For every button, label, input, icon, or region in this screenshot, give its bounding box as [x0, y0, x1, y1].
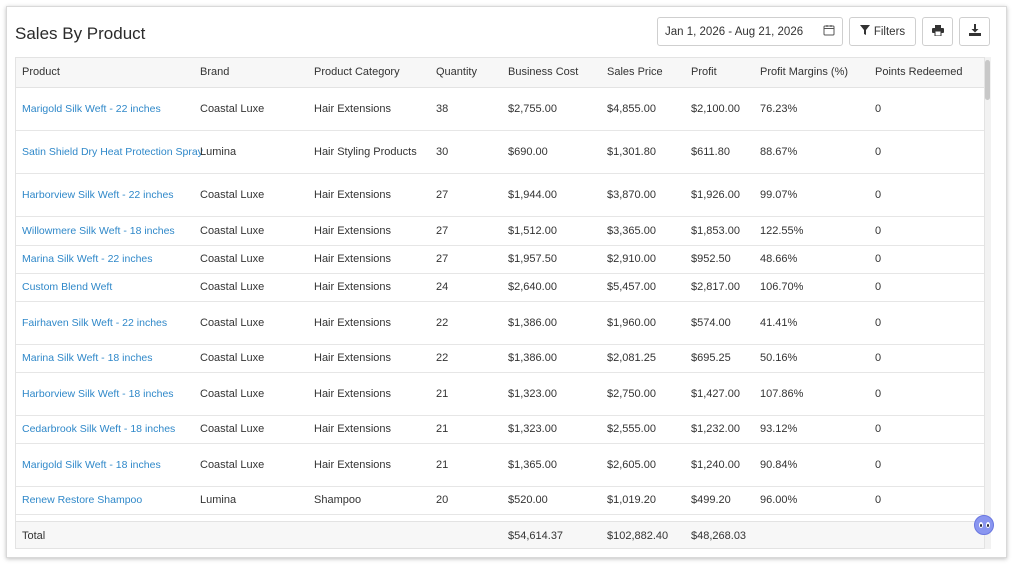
table-row — [16, 173, 985, 216]
sales-price-cell: $2,555.00 — [601, 415, 685, 443]
category-cell: Hair Extensions — [308, 173, 430, 216]
download-button[interactable] — [959, 17, 990, 46]
profit-margin-cell: 96.00% — [754, 486, 869, 514]
brand-cell: Coastal Luxe — [194, 87, 308, 130]
business-cost-cell: $1,512.00 — [502, 216, 601, 245]
product-link[interactable]: Marigold Silk Weft - 22 inches — [16, 87, 194, 130]
quantity-cell: 20 — [430, 486, 502, 514]
table-row — [16, 486, 985, 514]
profit-cell: $2,100.00 — [685, 87, 754, 130]
assistant-eye-left — [979, 522, 983, 528]
profit-margin-cell: 107.86% — [754, 372, 869, 415]
quantity-cell: 22 — [430, 301, 502, 344]
category-cell: Hair Extensions — [308, 443, 430, 486]
points-redeemed-cell: 0 — [869, 87, 985, 130]
column-header-product-category[interactable]: Product Category — [308, 58, 430, 87]
profit-margin-cell: 106.70% — [754, 273, 869, 301]
table-row — [16, 273, 985, 301]
sales-price-cell: $5,457.00 — [601, 273, 685, 301]
total-sales-price: $102,882.40 — [607, 530, 669, 543]
quantity-cell: 27 — [430, 245, 502, 273]
brand-cell: Coastal Luxe — [194, 216, 308, 245]
category-cell: Hair Extensions — [308, 301, 430, 344]
sales-price-cell: $3,365.00 — [601, 216, 685, 245]
profit-cell: $1,240.00 — [685, 443, 754, 486]
product-link[interactable]: Marina Silk Weft - 18 inches — [16, 344, 194, 372]
category-cell: Hair Extensions — [308, 87, 430, 130]
total-empty-cell — [869, 521, 985, 549]
toolbar — [657, 17, 990, 46]
profit-cell: $574.00 — [685, 301, 754, 344]
table-row — [16, 301, 985, 344]
brand-cell: Coastal Luxe — [194, 415, 308, 443]
brand-cell: Coastal Luxe — [194, 173, 308, 216]
brand-cell: Coastal Luxe — [194, 273, 308, 301]
vertical-scrollbar[interactable] — [985, 57, 991, 549]
business-cost-cell: $1,365.00 — [502, 443, 601, 486]
table-row — [16, 216, 985, 245]
sales-price-cell: $2,605.00 — [601, 443, 685, 486]
business-cost-cell: $1,944.00 — [502, 173, 601, 216]
column-header-business-cost[interactable]: Business Cost — [502, 58, 601, 87]
table-row — [16, 245, 985, 273]
sales-price-cell: $2,750.00 — [601, 372, 685, 415]
profit-cell: $1,232.00 — [685, 415, 754, 443]
product-link[interactable]: Marina Silk Weft - 22 inches — [16, 245, 194, 273]
download-icon — [969, 24, 981, 39]
printer-icon — [932, 25, 944, 39]
table-spacer-cell — [16, 514, 985, 521]
category-cell: Hair Extensions — [308, 216, 430, 245]
sales-price-cell: $1,019.20 — [601, 486, 685, 514]
column-header-profit-margins[interactable]: Profit Margins (%) — [754, 58, 869, 87]
product-link[interactable]: Satin Shield Dry Heat Protection Spray — [16, 130, 194, 173]
column-header-sales-price[interactable]: Sales Price — [601, 58, 685, 87]
points-redeemed-cell: 0 — [869, 245, 985, 273]
table-row — [16, 344, 985, 372]
business-cost-cell: $2,640.00 — [502, 273, 601, 301]
points-redeemed-cell: 0 — [869, 173, 985, 216]
product-link[interactable]: Fairhaven Silk Weft - 22 inches — [16, 301, 194, 344]
brand-cell: Coastal Luxe — [194, 344, 308, 372]
sales-price-cell: $1,960.00 — [601, 301, 685, 344]
profit-cell: $1,853.00 — [685, 216, 754, 245]
table-total-row — [16, 521, 985, 549]
category-cell: Hair Extensions — [308, 344, 430, 372]
profit-margin-cell: 93.12% — [754, 415, 869, 443]
profit-margin-cell: 76.23% — [754, 87, 869, 130]
brand-cell: Coastal Luxe — [194, 372, 308, 415]
column-header-profit[interactable]: Profit — [685, 58, 754, 87]
brand-cell: Coastal Luxe — [194, 443, 308, 486]
quantity-cell: 21 — [430, 415, 502, 443]
sales-table — [16, 58, 985, 549]
brand-cell: Lumina — [194, 130, 308, 173]
total-business-cost: $54,614.37 — [508, 530, 564, 543]
sales-price-cell: $2,081.25 — [601, 344, 685, 372]
quantity-cell: 27 — [430, 173, 502, 216]
calendar-icon — [823, 24, 835, 39]
profit-margin-cell: 50.16% — [754, 344, 869, 372]
profit-cell: $1,427.00 — [685, 372, 754, 415]
product-link[interactable]: Cedarbrook Silk Weft - 18 inches — [16, 415, 194, 443]
brand-cell: Lumina — [194, 486, 308, 514]
brand-cell: Coastal Luxe — [194, 245, 308, 273]
product-link[interactable]: Renew Restore Shampoo — [16, 486, 194, 514]
profit-margin-cell: 41.41% — [754, 301, 869, 344]
column-header-product[interactable]: Product — [16, 58, 194, 87]
points-redeemed-cell: 0 — [869, 415, 985, 443]
date-range-picker[interactable] — [657, 17, 843, 46]
profit-margin-cell: 122.55% — [754, 216, 869, 245]
quantity-cell: 21 — [430, 443, 502, 486]
column-header-quantity[interactable]: Quantity — [430, 58, 502, 87]
category-cell: Hair Extensions — [308, 415, 430, 443]
total-label: Total — [22, 530, 46, 543]
table-row — [16, 130, 985, 173]
business-cost-cell: $1,323.00 — [502, 372, 601, 415]
product-link[interactable]: Marigold Silk Weft - 18 inches — [16, 443, 194, 486]
quantity-cell: 22 — [430, 344, 502, 372]
product-link[interactable]: Custom Blend Weft — [16, 273, 194, 301]
category-cell: Shampoo — [308, 486, 430, 514]
table-row — [16, 443, 985, 486]
profit-cell: $2,817.00 — [685, 273, 754, 301]
print-button[interactable] — [922, 17, 953, 46]
quantity-cell: 27 — [430, 216, 502, 245]
brand-cell: Coastal Luxe — [194, 301, 308, 344]
business-cost-cell: $2,755.00 — [502, 87, 601, 130]
points-redeemed-cell: 0 — [869, 216, 985, 245]
total-profit: $48,268.03 — [691, 530, 747, 543]
profit-cell: $695.25 — [685, 344, 754, 372]
column-header-points-redeemed[interactable]: Points Redeemed — [869, 58, 985, 87]
total-empty-cell — [754, 521, 869, 549]
sales-table-container — [15, 57, 985, 549]
business-cost-cell: $1,386.00 — [502, 344, 601, 372]
page-title: Sales By Product — [15, 24, 146, 43]
profit-cell: $611.80 — [685, 130, 754, 173]
points-redeemed-cell: 0 — [869, 486, 985, 514]
chat-assistant-icon[interactable] — [974, 515, 994, 535]
column-header-brand[interactable]: Brand — [194, 58, 308, 87]
points-redeemed-cell: 0 — [869, 443, 985, 486]
points-redeemed-cell: 0 — [869, 372, 985, 415]
sales-price-cell: $1,301.80 — [601, 130, 685, 173]
sales-by-product-panel — [6, 6, 1007, 558]
total-empty-cell — [194, 521, 308, 549]
quantity-cell: 24 — [430, 273, 502, 301]
business-cost-cell: $1,957.50 — [502, 245, 601, 273]
funnel-icon — [860, 25, 870, 38]
table-spacer-row — [16, 514, 985, 521]
points-redeemed-cell: 0 — [869, 344, 985, 372]
profit-margin-cell: 88.67% — [754, 130, 869, 173]
filters-button[interactable] — [849, 17, 916, 46]
table-header-row — [16, 58, 985, 87]
profit-cell: $952.50 — [685, 245, 754, 273]
date-range-value: Jan 1, 2026 - Aug 21, 2026 — [665, 25, 804, 38]
points-redeemed-cell: 0 — [869, 130, 985, 173]
profit-margin-cell: 90.84% — [754, 443, 869, 486]
total-empty-cell — [430, 521, 502, 549]
quantity-cell: 38 — [430, 87, 502, 130]
category-cell: Hair Extensions — [308, 273, 430, 301]
sales-price-cell: $3,870.00 — [601, 173, 685, 216]
product-link[interactable]: Willowmere Silk Weft - 18 inches — [16, 216, 194, 245]
sales-price-cell: $4,855.00 — [601, 87, 685, 130]
table-row — [16, 87, 985, 130]
profit-cell: $1,926.00 — [685, 173, 754, 216]
business-cost-cell: $1,323.00 — [502, 415, 601, 443]
total-empty-cell — [308, 521, 430, 549]
points-redeemed-cell: 0 — [869, 273, 985, 301]
profit-cell: $499.20 — [685, 486, 754, 514]
quantity-cell: 21 — [430, 372, 502, 415]
profit-margin-cell: 48.66% — [754, 245, 869, 273]
table-row — [16, 372, 985, 415]
points-redeemed-cell: 0 — [869, 301, 985, 344]
product-link[interactable]: Harborview Silk Weft - 18 inches — [16, 372, 194, 415]
assistant-eye-right — [986, 522, 990, 528]
table-row — [16, 415, 985, 443]
product-link[interactable]: Harborview Silk Weft - 22 inches — [16, 173, 194, 216]
business-cost-cell: $690.00 — [502, 130, 601, 173]
business-cost-cell: $1,386.00 — [502, 301, 601, 344]
profit-margin-cell: 99.07% — [754, 173, 869, 216]
category-cell: Hair Extensions — [308, 245, 430, 273]
sales-price-cell: $2,910.00 — [601, 245, 685, 273]
quantity-cell: 30 — [430, 130, 502, 173]
category-cell: Hair Extensions — [308, 372, 430, 415]
business-cost-cell: $520.00 — [502, 486, 601, 514]
category-cell: Hair Styling Products — [308, 130, 430, 173]
filters-label: Filters — [873, 25, 906, 38]
scrollbar-thumb[interactable] — [985, 60, 990, 100]
